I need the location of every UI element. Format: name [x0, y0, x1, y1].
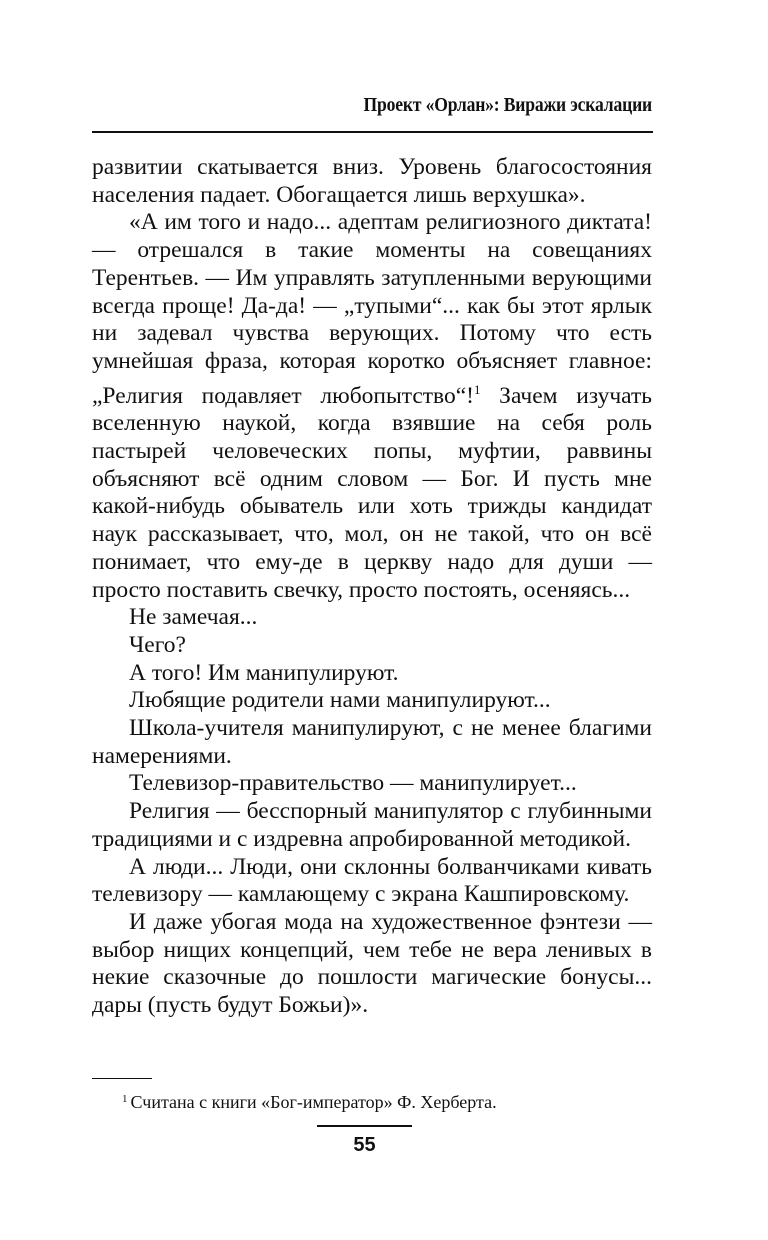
header-divider: [92, 131, 653, 133]
paragraph-quote-part1: «А им того и надо... адептам религиозного диктата! — отрешался в такие моменты на совещаниях Терентьев. — Им управлять затупленными верующими всегда проще! Да-да! — „тупыми“... как бы этот ярлык ни задевал чувства верующих. Потому что есть умнейшая фраза, которая коротко объясняет главное: „Религия подавляет любопытство“!: [92, 209, 652, 409]
page-number: 55: [353, 1134, 376, 1156]
footnote-reference: 1: [473, 381, 481, 397]
running-header: Проект «Орлан»: Виражи эскалации: [363, 94, 652, 116]
paragraph: Любящие родители нами манипулируют...: [129, 687, 551, 714]
paragraph: Не замечая...: [129, 604, 258, 631]
body-text: [92, 154, 652, 1020]
paragraph: И даже убогая мода на художественное фэнтези — выбор нищих концепций, чем тебе не вера ленивых в некие сказочные до пошлости магические бонусы... дары (пусть будут Божьи)».: [92, 908, 652, 1019]
footnote-marker: 1: [122, 1093, 128, 1105]
paragraph-quote: [92, 209, 652, 604]
paragraph: Телевизор-правительство — манипулирует...: [129, 770, 577, 797]
paragraph: А люди... Люди, они склонны болванчиками кивать телевизору — камлающему с экрана Кашпировскому.: [92, 853, 652, 908]
paragraph: Религия — бесспорный манипулятор с глубинными традициями и с издревна апробированной методикой.: [92, 798, 652, 852]
paragraph-quote-part2: Зачем изучать вселенную наукой, когда взявшие на себя роль пастырей человеческих попы, муфтии, раввины объясняют всё одним словом — Бог. И пусть мне какой-нибудь обыватель или хоть трижды кандидат наук рассказывает, что, мол, он не такой, что он всё понимает, что ему-де в церкву надо для души — просто поставить свечку, просто постоять, осеняясь...: [92, 382, 652, 603]
paragraph: А того! Им манипулируют.: [129, 659, 399, 686]
paragraph-continued: развитии скатывается вниз. Уровень благосостояния населения падает. Обогащается лишь верхушка».: [92, 154, 652, 208]
paragraph: Чего?: [129, 631, 186, 658]
page-number-rule: [317, 1125, 412, 1127]
paragraph: Школа-учителя манипулируют, с не менее благими намерениями.: [92, 715, 652, 769]
footnote-divider: [92, 1078, 152, 1079]
footnote: [122, 1088, 642, 1113]
footnote-text: Считана с книги «Бог-император» Ф. Херберта.: [130, 1092, 497, 1112]
